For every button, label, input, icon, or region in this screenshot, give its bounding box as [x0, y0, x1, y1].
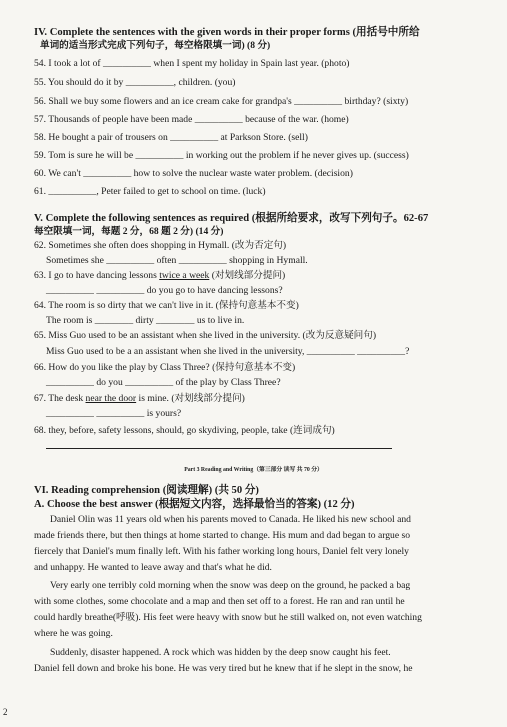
question-63-post: (对划线部分提问) — [209, 270, 286, 281]
answer-65: Miss Guo used to be a an assistant when she lived in the university, __________ __________? — [46, 346, 410, 357]
passage-line: with some clothes, some chocolate and a map and then set off to a forest. He ran and ran until he — [34, 596, 405, 607]
answer-63: __________ __________ do you go to have dancing lessons? — [46, 285, 283, 296]
question-62: 62. Sometimes she often does shopping in Hymall. (改为否定句) — [34, 240, 287, 251]
question-68: 68. they, before, safety lessons, should, go skydiving, people, take (连词成句) — [34, 425, 335, 436]
section4-title: IV. Complete the sentences with the given words in their proper forms (用括号中所给 — [34, 27, 420, 38]
question-66: 66. How do you like the play by Class Three? (保持句意基本不变) — [34, 362, 296, 373]
page-number: 2 — [3, 707, 8, 717]
section5-title: V. Complete the following sentences as required (根据所给要求，改写下列句子。62-67 — [34, 213, 429, 224]
question-63-underlined: twice a week — [159, 270, 210, 281]
answer-62: Sometimes she __________ often __________ shopping in Hymall. — [46, 255, 308, 266]
section6-title: VI. Reading comprehension (阅读理解) (共 50 分) — [34, 485, 259, 496]
passage-line: made friends there, but then things at home started to change. His mum and dad began to argue so — [34, 530, 411, 541]
question-67 — [34, 393, 245, 405]
answer-66: __________ do you __________ of the play by Class Three? — [46, 377, 281, 388]
question-54: 54. I took a lot of __________ when I spent my holiday in Spain last year. (photo) — [34, 58, 350, 69]
answer-line-68 — [46, 448, 392, 449]
passage-line: and unhappy. He wanted to leave away and that's what he did. — [34, 562, 272, 573]
question-67-post: is mine. (对划线部分提问) — [136, 393, 245, 404]
question-55: 55. You should do it by __________, children. (you) — [34, 77, 236, 88]
passage-line: where he was going. — [34, 628, 113, 639]
question-65: 65. Miss Guo used to be an assistant when she lived in the university. (改为反意疑问句) — [34, 330, 377, 341]
part3-title: Part 3 Reading and Writing（第三部分 读写 共 70 分） — [184, 467, 323, 473]
question-63-pre: 63. I go to have dancing lessons — [34, 270, 160, 281]
section5-title-cont: 每空限填一词，每题 2 分，68 题 2 分) (14 分) — [34, 226, 224, 237]
question-67-underlined: near the door — [85, 393, 137, 404]
section4-title-cont: 单词的适当形式完成下列句子，每空格限填一词) (8 分) — [40, 40, 271, 51]
question-61: 61. __________, Peter failed to get to school on time. (luck) — [34, 186, 266, 197]
answer-64: The room is ________ dirty ________ us to live in. — [46, 315, 245, 326]
passage-line: could hardly breathe(呼吸). His feet were heavy with snow but he still walked on, not even watching — [34, 612, 422, 623]
question-67-pre: 67. The desk — [34, 393, 86, 404]
question-60: 60. We can't __________ how to solve the nuclear waste water problem. (decision) — [34, 168, 353, 179]
question-56: 56. Shall we buy some flowers and an ice cream cake for grandpa's __________ birthday? (sixty) — [34, 96, 409, 107]
question-57: 57. Thousands of people have been made __________ because of the war. (home) — [34, 114, 349, 125]
section6-subtitle: A. Choose the best answer (根据短文内容，选择最恰当的答案) (12 分) — [34, 499, 355, 510]
passage-line: Daniel Olin was 11 years old when his parents moved to Canada. He liked his new school and — [50, 514, 411, 525]
question-58: 58. He bought a pair of trousers on __________ at Parkson Store. (sell) — [34, 132, 308, 143]
passage-line: Very early one terribly cold morning when the snow was deep on the ground, he packed a bag — [50, 580, 411, 591]
question-64: 64. The room is so dirty that we can't live in it. (保持句意基本不变) — [34, 300, 299, 311]
passage-line: Suddenly, disaster happened. A rock which was hidden by the deep snow caught his feet. — [50, 647, 391, 658]
passage-line: Daniel fell down and broke his bone. He was very tired but he knew that if he slept in the snow, he — [34, 663, 413, 674]
question-63 — [34, 270, 285, 282]
answer-67: __________ __________ is yours? — [46, 408, 182, 419]
question-59: 59. Tom is sure he will be __________ in working out the problem if he never gives up. (success) — [34, 150, 409, 161]
passage-line: fiercely that Daniel's mum finally left. With his father working long hours, Daniel felt very lonely — [34, 546, 409, 557]
